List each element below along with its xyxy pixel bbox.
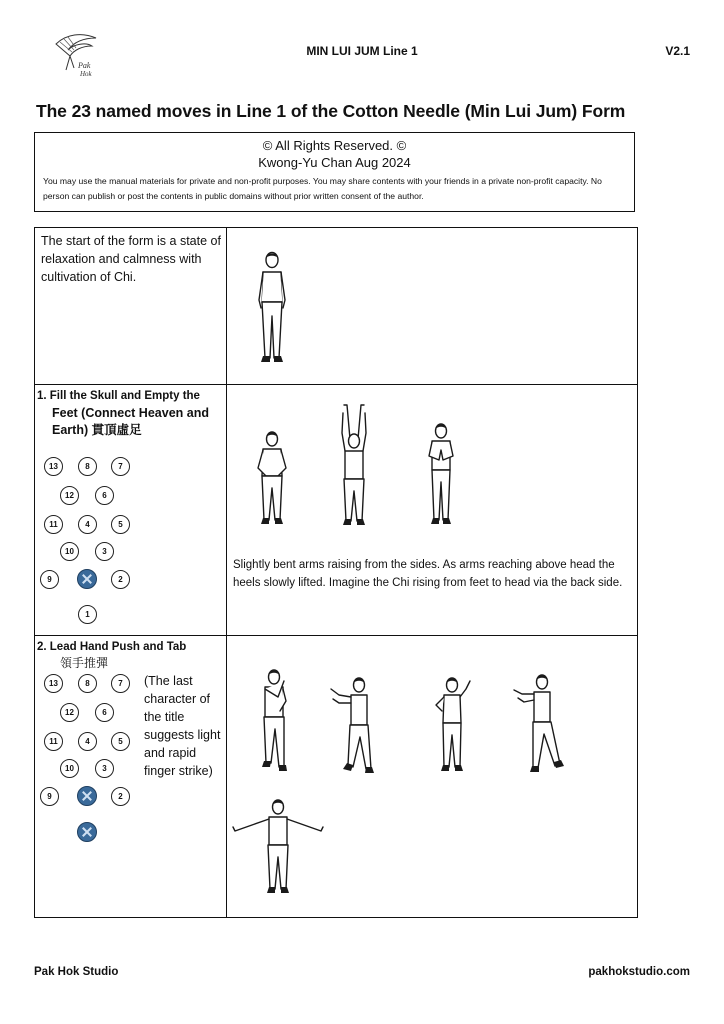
rights-box [34, 132, 635, 212]
position-2: 2 [111, 570, 130, 589]
move-1-figure-arms-raised [334, 403, 374, 529]
move-2-title: 2. Lead Hand Push and Tab [37, 641, 187, 653]
header-version: V2.1 [665, 44, 690, 58]
move-1-description: Slightly bent arms raising from the sides. As arms reaching above head the heels slowly lifted. Imagine the Chi rising from feet to head via the back side. [233, 559, 623, 589]
move-2-note: (The last character of the title suggests light and rapid finger strike) [144, 674, 221, 778]
position-13: 13 [44, 674, 63, 693]
position-11: 11 [44, 732, 63, 751]
move-1-title: 1. Fill the Skull and Empty the [37, 390, 200, 402]
position-13: 13 [44, 457, 63, 476]
position-8: 8 [78, 457, 97, 476]
move-2-chinese-title: 領手推彈 [60, 656, 109, 670]
rights-notice: You may use the manual materials for private and non-profit purposes. You may share contents with your friends in a private non-profit capacity. No person can publish or post the contents in public domains without prior written consent of the author. [43, 176, 602, 201]
position-3: 3 [95, 542, 114, 561]
position-8: 8 [78, 674, 97, 693]
footer-website: pakhokstudio.com [588, 966, 690, 978]
move-2-figure-5-arms-open [232, 797, 324, 899]
standing-figure [255, 250, 289, 366]
position-7: 7 [111, 674, 130, 693]
move-1-figure-arms-low [254, 430, 290, 528]
position-9: 9 [40, 570, 59, 589]
position-6: 6 [95, 703, 114, 722]
move-2-figure-2 [329, 675, 377, 781]
move-1-figure-palms-together [423, 422, 459, 528]
page-title: The 23 named moves in Line 1 of the Cotton Needle (Min Lui Jum) Form [36, 101, 626, 121]
move-1-title-line-2: Feet (Connect Heaven and [52, 406, 209, 420]
position-1: 1 [78, 605, 97, 624]
move-2-figure-1 [254, 667, 294, 779]
position-10: 10 [60, 542, 79, 561]
start-position-marker [77, 822, 97, 842]
position-7: 7 [111, 457, 130, 476]
position-12: 12 [60, 703, 79, 722]
start-position-marker [77, 569, 97, 589]
row-divider [35, 384, 637, 385]
position-9: 9 [40, 787, 59, 806]
position-2: 2 [111, 787, 130, 806]
position-5: 5 [111, 515, 130, 534]
position-10: 10 [60, 759, 79, 778]
move-2-figure-4 [512, 672, 568, 780]
move-2-figure-3 [432, 675, 474, 777]
position-5: 5 [111, 732, 130, 751]
start-position-marker [77, 786, 97, 806]
row-divider [35, 635, 637, 636]
position-3: 3 [95, 759, 114, 778]
position-11: 11 [44, 515, 63, 534]
position-4: 4 [78, 732, 97, 751]
intro-text: The start of the form is a state of relaxation and calmness with cultivation of Chi. [41, 234, 221, 284]
rights-line-1: © All Rights Reserved. © [262, 138, 407, 153]
header-title: MIN LUI JUM Line 1 [306, 44, 418, 58]
move-1-title-line-3: Earth) 貫頂虛足 [52, 423, 142, 437]
rights-line-2: Kwong-Yu Chan Aug 2024 [258, 155, 411, 170]
svg-text:Pak: Pak [78, 61, 91, 70]
position-4: 4 [78, 515, 97, 534]
position-6: 6 [95, 486, 114, 505]
column-divider [226, 228, 227, 917]
footer-studio-name: Pak Hok Studio [34, 966, 119, 978]
position-12: 12 [60, 486, 79, 505]
svg-text:Hok: Hok [80, 70, 92, 78]
